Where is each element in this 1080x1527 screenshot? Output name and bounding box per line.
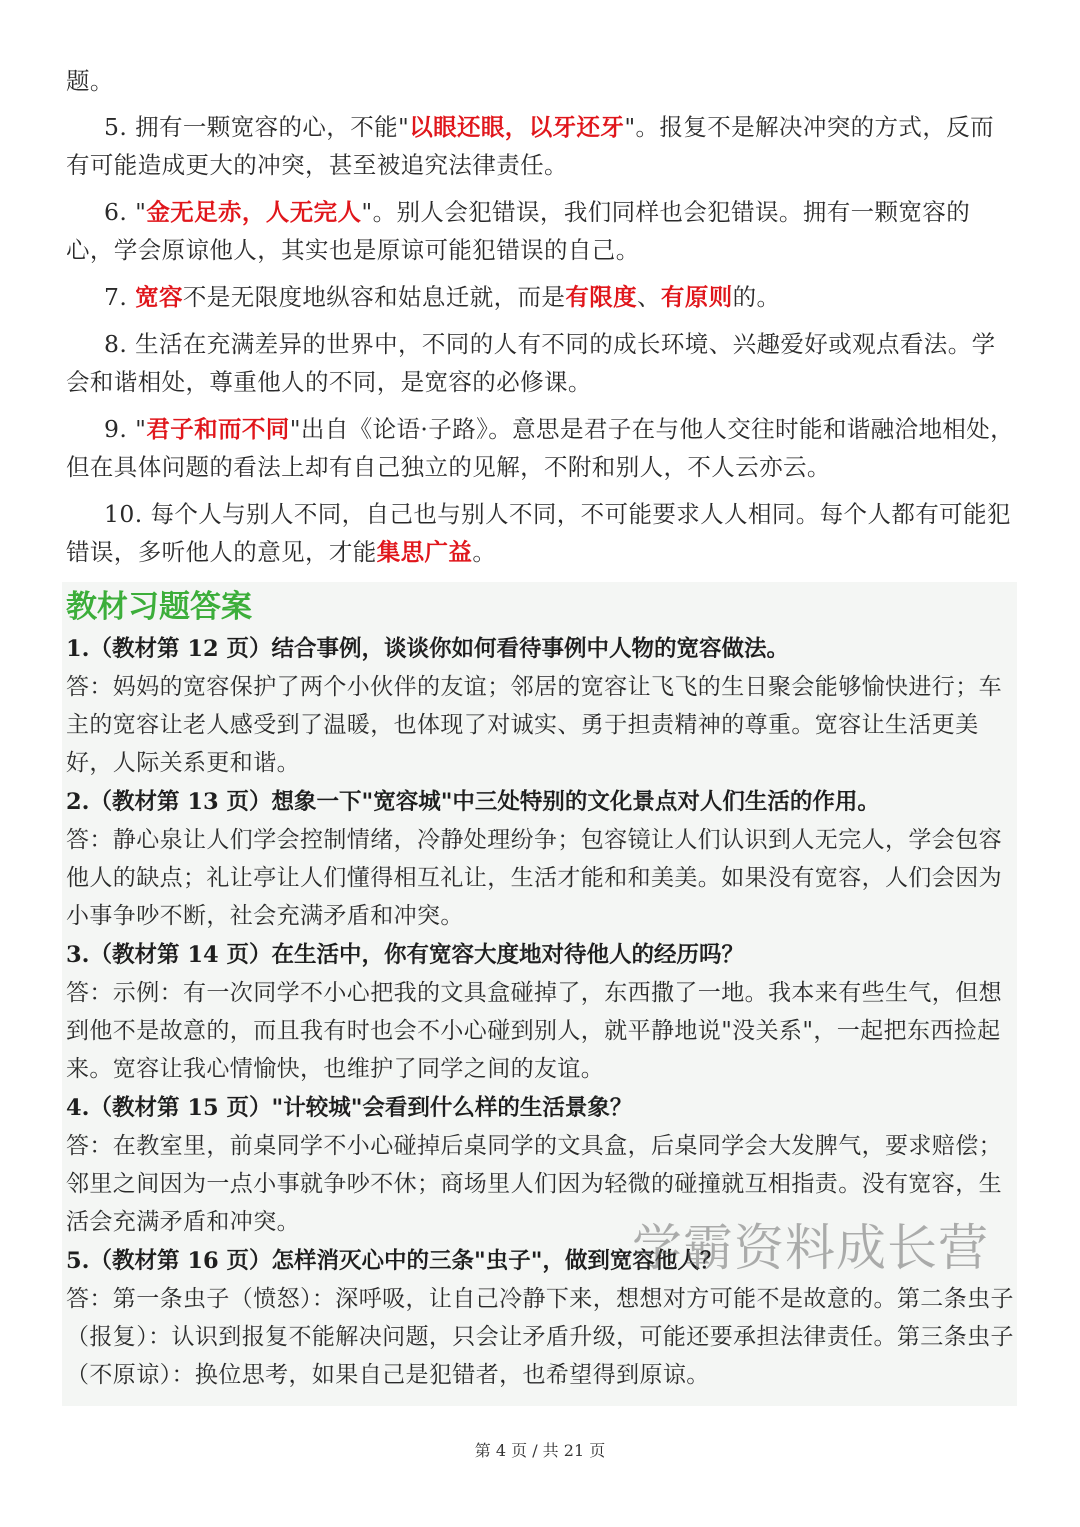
point-paragraph xyxy=(66,325,1016,401)
point-text: 、 xyxy=(637,283,661,311)
point-text: "。报复不是解决冲突的方式，反而有可能造成更大的冲突，甚至被追究法律责任。 xyxy=(66,113,995,179)
answer-text: 答：妈妈的宽容保护了两个小伙伴的友谊；邻居的宽容让飞飞的生日聚会能够愉快进行；车主的宽容让老人感受到了温暖，也体现了对诚实、勇于担责精神的尊重。宽容让生活更美好，人际关系更和谐。 xyxy=(66,674,1002,776)
question-heading: 1.（教材第 12 页）结合事例，谈谈你如何看待事例中人物的宽容做法。 xyxy=(66,636,789,662)
point-paragraph xyxy=(66,495,1016,571)
answer-text: 答：在教室里，前桌同学不小心碰掉后桌同学的文具盒，后桌同学会大发脾气，要求赔偿；邻里之间因为一点小事就争吵不休；商场里人们因为轻微的碰撞就互相指责。没有宽容，生活会充满矛盾和冲突。 xyxy=(66,1133,1002,1235)
question-heading: 5.（教材第 16 页）怎样消灭心中的三条"虫子"，做到宽容他人？ xyxy=(66,1248,723,1274)
point-text: 。 xyxy=(472,538,497,566)
question-heading: 4.（教材第 15 页）"计较城"会看到什么样的生活景象？ xyxy=(66,1095,633,1121)
answer-text: 答：第一条虫子（愤怒）：深呼吸，让自己冷静下来，想想对方可能不是故意的。第二条虫子（报复）：认识到报复不能解决问题，只会让矛盾升级，可能还要承担法律责任。第三条虫子（不原谅）：换位思考，如果自己是犯错者，也希望得到原谅。 xyxy=(66,1286,1014,1388)
emphasis-text: 宽容 xyxy=(135,283,183,311)
point-text: 不是无限度地纵容和姑息迁就，而是 xyxy=(182,283,566,311)
point-paragraph xyxy=(66,62,1016,100)
section-title: 教材习题答案 xyxy=(66,589,252,625)
point-text: "出自《论语·子路》。意思是君子在与他人交往时能和谐融洽地相处，但在具体问题的看法上却有自己独立的见解，不附和别人，不人云亦云。 xyxy=(66,415,1015,481)
emphasis-text: 以眼还眼，以牙还牙 xyxy=(409,113,625,141)
point-text: "。别人会犯错误，我们同样也会犯错误。拥有一颗宽容的心，学会原谅他人，其实也是原谅可能犯错误的自己。 xyxy=(66,198,971,264)
point-text: 的。 xyxy=(732,283,781,311)
answer-text: 答：示例：有一次同学不小心把我的文具盒碰掉了，东西撒了一地。我本来有些生气，但想到他不是故意的，而且我有时也会不小心碰到别人，就平静地说"没关系"，一起把东西捡起来。宽容让我心情愉快，也维护了同学之间的友谊。 xyxy=(66,980,1002,1082)
point-paragraph xyxy=(66,108,1016,184)
point-paragraph xyxy=(66,193,1016,269)
point-text: 9. " xyxy=(104,415,147,443)
watermark-text: 学霸资料成长营 xyxy=(632,1219,989,1277)
emphasis-text: 君子和而不同 xyxy=(146,415,290,443)
textbook-answers-section xyxy=(62,582,1017,1406)
point-text: 10. 每个人与别人不同，自己也与别人不同，不可能要求人人相同。每个人都有可能犯错误，多听他人的意见，才能 xyxy=(66,500,1011,566)
knowledge-points xyxy=(66,62,1016,580)
point-text: 题。 xyxy=(66,67,114,95)
point-paragraph xyxy=(66,278,1016,316)
point-text: 8. 生活在充满差异的世界中，不同的人有不同的成长环境、兴趣爱好或观点看法。学会和谐相处，尊重他人的不同，是宽容的必修课。 xyxy=(66,330,996,396)
question-heading: 2.（教材第 13 页）想象一下"宽容城"中三处特别的文化景点对人们生活的作用。 xyxy=(66,789,880,815)
point-text: 6. " xyxy=(104,198,147,226)
point-text: 7. xyxy=(104,283,136,311)
point-paragraph xyxy=(66,410,1016,486)
question-heading: 3.（教材第 14 页）在生活中，你有宽容大度地对待他人的经历吗？ xyxy=(66,942,744,968)
emphasis-text: 有限度 xyxy=(565,283,638,311)
emphasis-text: 金无足赤，人无完人 xyxy=(146,198,362,226)
point-text: 5. 拥有一颗宽容的心，不能" xyxy=(104,113,410,141)
emphasis-text: 有原则 xyxy=(660,283,733,311)
page-footer: 第 4 页 / 共 21 页 xyxy=(474,1441,606,1460)
emphasis-text: 集思广益 xyxy=(376,538,473,566)
answer-text: 答：静心泉让人们学会控制情绪，冷静处理纷争；包容镜让人们认识到人无完人，学会包容他人的缺点；礼让亭让人们懂得相互礼让，生活才能和和美美。如果没有宽容，人们会因为小事争吵不断，社会充满矛盾和冲突。 xyxy=(66,827,1002,929)
